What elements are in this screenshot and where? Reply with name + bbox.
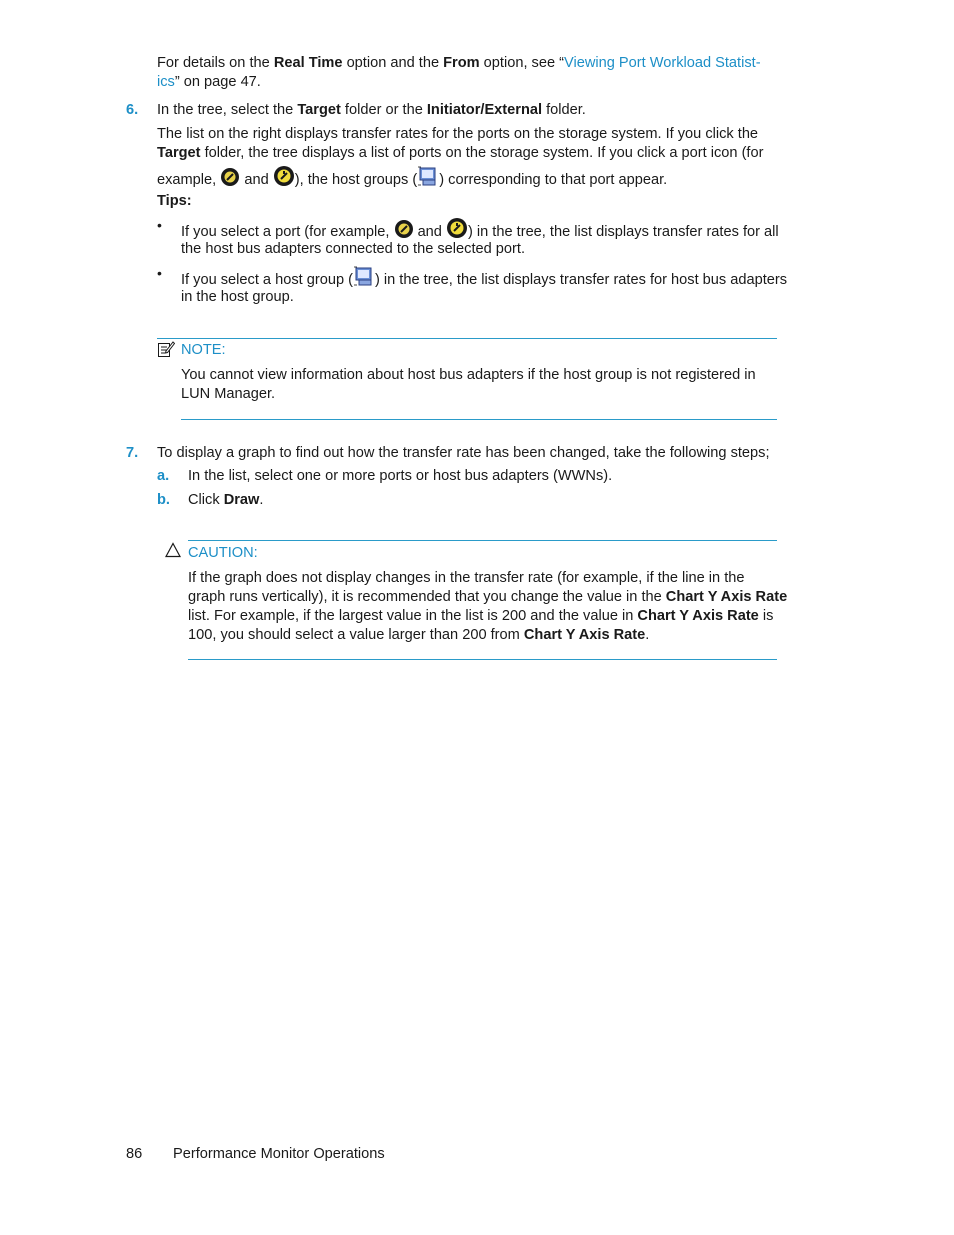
- caution-line: 100, you should select a value larger than 200 from: [188, 627, 524, 643]
- viewing-port-workload-link-cont[interactable]: ics: [157, 74, 175, 90]
- substep-b-word: .: [259, 492, 264, 508]
- note-icon: [157, 340, 175, 364]
- tip2-text: ) in the tree, the list displays transfer rates for host bus adapters: [374, 272, 788, 288]
- viewing-port-workload-link[interactable]: Viewing Port Workload Statist-: [564, 55, 761, 71]
- tip-1-line2: the host bus adapters connected to the selected port.: [181, 241, 525, 257]
- step6-heading: [157, 101, 807, 120]
- intro-text: option, see “: [479, 55, 564, 71]
- host-group-icon: [417, 165, 439, 195]
- host-group-icon: [353, 265, 375, 295]
- caution-triangle-icon: [165, 542, 181, 564]
- step-number-6: 6.: [126, 102, 139, 118]
- step-number-7: 7.: [126, 445, 139, 461]
- page-number: 86: [126, 1146, 143, 1162]
- note-top-rule: [157, 338, 777, 339]
- caution-line: If the graph does not display changes in the transfer rate (for example, if the line in the: [188, 570, 745, 586]
- step6-text: folder.: [542, 102, 586, 118]
- note-line: You cannot view information about host bus adapters if the host group is not registered in: [181, 367, 756, 383]
- step6-para-text: ), the host groups (: [294, 172, 418, 188]
- port-icon: [220, 167, 240, 195]
- intro-paragraph: [157, 54, 797, 92]
- step6-para-line: The list on the right displays transfer rates for the ports on the storage system. If you click the: [157, 126, 759, 142]
- tip-2-line2: in the host group.: [181, 289, 294, 305]
- substep-a-text: In the list, select one or more ports or host bus adapters (WWNs).: [188, 468, 613, 484]
- chart-y-axis-rate-term: Chart Y Axis Rate: [665, 589, 788, 605]
- substep-b-label: b.: [157, 492, 170, 508]
- tip1-text: and: [413, 224, 446, 240]
- intro-text: option and the: [342, 55, 444, 71]
- step6-text: folder or the: [340, 102, 427, 118]
- caution-top-rule: [188, 540, 777, 541]
- note-label: NOTE:: [181, 342, 226, 358]
- target-term: Target: [297, 102, 341, 118]
- caution-line: graph runs vertically), it is recommended that you change the value in the: [188, 589, 666, 605]
- real-time-term: Real Time: [273, 55, 343, 71]
- tip1-text: If you select a port (for example,: [181, 224, 394, 240]
- intro-text: ” on page 47.: [174, 74, 261, 90]
- caution-line: is: [758, 608, 774, 624]
- from-term: From: [443, 55, 480, 71]
- step6-para-text: ) corresponding to that port appear.: [439, 172, 668, 188]
- caution-body: [188, 569, 788, 645]
- note-bottom-rule: [181, 419, 777, 420]
- target-term: Target: [157, 145, 201, 161]
- note-line: LUN Manager.: [181, 386, 276, 402]
- caution-line: list. For example, if the largest value in the list is 200 and the value in: [188, 608, 638, 624]
- intro-text: For details on the: [157, 55, 274, 71]
- substep-b-text: [188, 491, 263, 510]
- step7-text: To display a graph to find out how the transfer rate has been changed, take the following steps;: [157, 445, 770, 461]
- tips-label-text: Tips:: [157, 193, 192, 209]
- substep-a-label: a.: [157, 468, 170, 484]
- step6-paragraph-line3: [157, 165, 807, 195]
- step6-text: In the tree, select the: [157, 102, 298, 118]
- caution-bottom-rule: [188, 659, 777, 660]
- chart-y-axis-rate-term: Chart Y Axis Rate: [523, 627, 646, 643]
- step6-para-text: example,: [157, 172, 221, 188]
- caution-line: .: [645, 627, 650, 643]
- note-body: [181, 366, 781, 404]
- initiator-term: Initiator/External: [426, 102, 543, 118]
- tip2-text: If you select a host group (: [181, 272, 353, 288]
- tip1-text: ) in the tree, the list displays transfer rates for all: [467, 224, 779, 240]
- port-icon-alt: [273, 165, 295, 195]
- step6-paragraph: [157, 125, 807, 163]
- tips-label: [157, 192, 192, 211]
- footer-title: Performance Monitor Operations: [173, 1146, 385, 1162]
- draw-term: Draw: [223, 492, 260, 508]
- bullet: •: [157, 265, 162, 281]
- substep-b-word: Click: [188, 492, 224, 508]
- bullet: •: [157, 217, 162, 233]
- step6-para-text: and: [240, 172, 273, 188]
- step6-para-line: folder, the tree displays a list of ports on the storage system. If you click a port icon (for: [200, 145, 764, 161]
- caution-label: CAUTION:: [188, 545, 258, 561]
- chart-y-axis-rate-term: Chart Y Axis Rate: [637, 608, 759, 624]
